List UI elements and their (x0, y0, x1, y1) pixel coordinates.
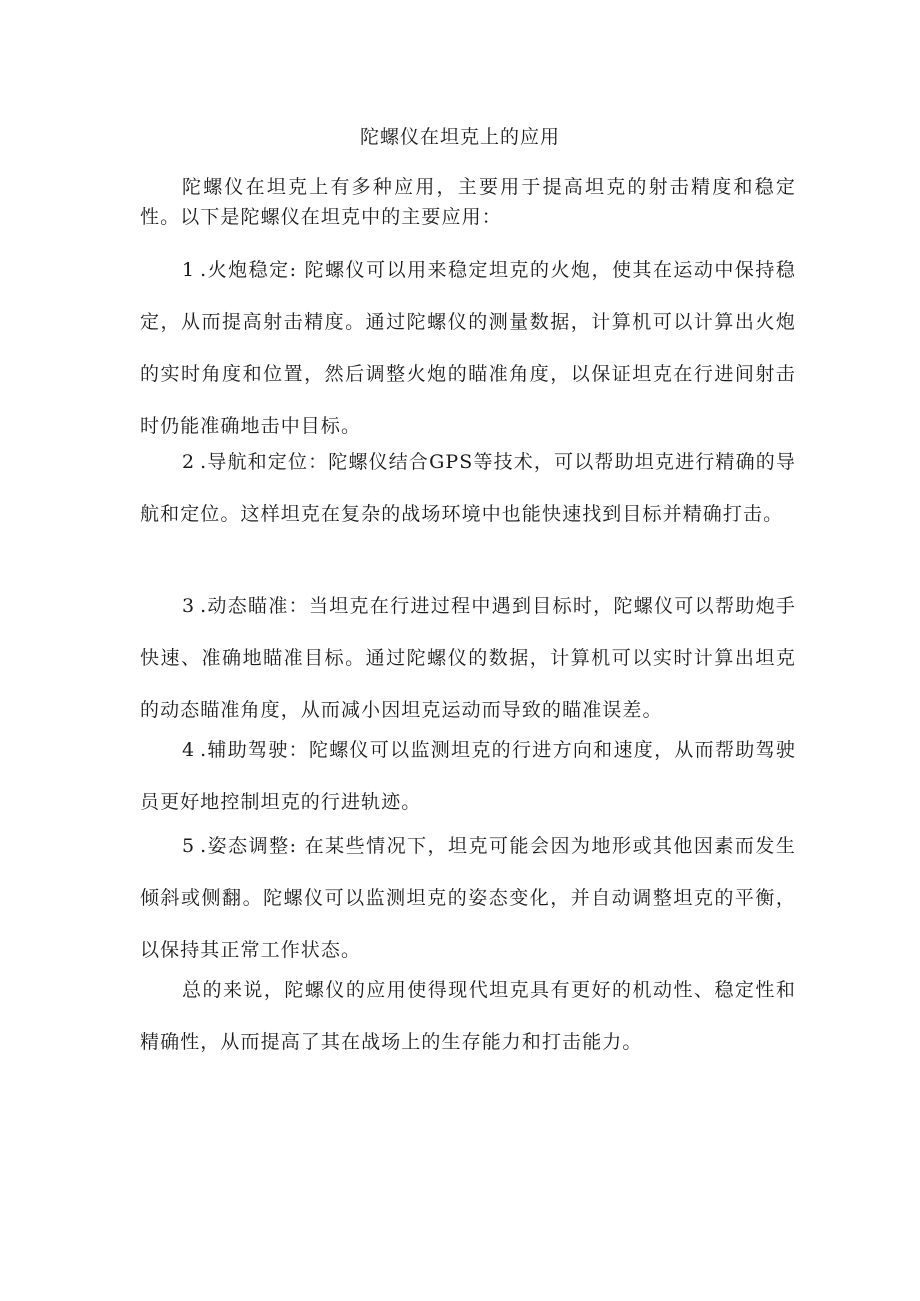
item-number-4: 4 (182, 739, 201, 761)
item-number-5: 5 (182, 835, 201, 857)
item-paragraph-3 (140, 580, 796, 736)
item-text-2: .导航和定位：陀螺仪结合GPS等技术，可以帮助坦克进行精确的导航和定位。这样坦克在复杂的战场环境中也能快速找到目标并精确打击。 (140, 451, 796, 525)
item-text-4: .辅助驾驶：陀螺仪可以监测坦克的行进方向和速度，从而帮助驾驶员更好地控制坦克的行进轨迹。 (140, 739, 796, 813)
item-text-5: .姿态调整: 在某些情况下，坦克可能会因为地形或其他因素而发生倾斜或侧翻。陀螺仪可以监测坦克的姿态变化，并自动调整坦克的平衡，以保持其正常工作状态。 (140, 835, 796, 961)
item-text-1: .火炮稳定: 陀螺仪可以用来稳定坦克的火炮，使其在运动中保持稳定，从而提高射击精度。通过陀螺仪的测量数据，计算机可以计算出火炮的实时角度和位置，然后调整火炮的瞄准角度，以保证坦克在行进间射击时仍能准确地击中目标。 (140, 259, 796, 437)
item-paragraph-2 (140, 436, 796, 540)
item-paragraph-5 (140, 820, 796, 976)
summary-paragraph: 总的来说，陀螺仪的应用使得现代坦克具有更好的机动性、稳定性和精确性，从而提高了其在战场上的生存能力和打击能力。 (140, 979, 796, 1053)
item-paragraph-1 (140, 244, 796, 452)
item-text-3: .动态瞄准：当坦克在行进过程中遇到目标时，陀螺仪可以帮助炮手快速、准确地瞄准目标。通过陀螺仪的数据，计算机可以实时计算出坦克的动态瞄准角度，从而减小因坦克运动而导致的瞄准误差。 (140, 595, 796, 721)
item-number-3: 3 (182, 595, 201, 617)
intro-paragraph: 陀螺仪在坦克上有多种应用，主要用于提高坦克的射击精度和稳定性。以下是陀螺仪在坦克中的主要应用： (140, 176, 796, 228)
item-paragraph-4 (140, 724, 796, 828)
item-number-1: 1 (182, 259, 201, 281)
item-number-2: 2 (182, 451, 201, 473)
document-title: 陀螺仪在坦克上的应用 (359, 126, 560, 148)
